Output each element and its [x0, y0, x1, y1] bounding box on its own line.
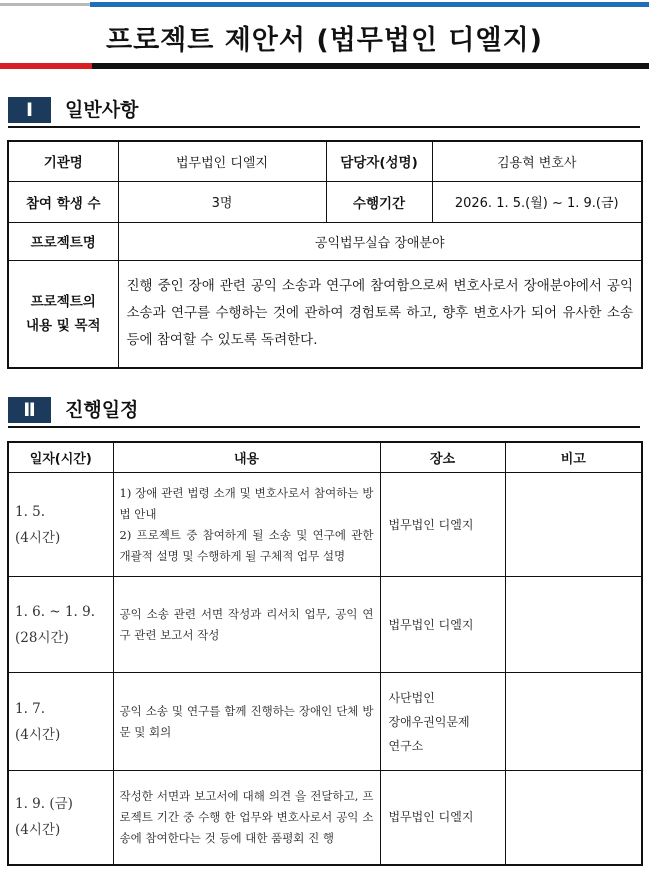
row-note	[505, 473, 642, 577]
period-value: 2026. 1. 5.(월) ~ 1. 9.(금)	[432, 181, 642, 222]
purpose-label-line2: 내용 및 목적	[25, 317, 101, 334]
row-hours: (28시간)	[15, 629, 69, 646]
row-date-cell	[8, 771, 113, 865]
title-underline-red	[0, 63, 92, 69]
row-content: 1) 장애 관련 법령 소개 및 변호사로서 참여하는 방법 안내 2) 프로젝트 중 참여하게 될 소송 및 연구에 관한 개괄적 설명 및 수행하게 될 구체적 업무 설명	[113, 473, 380, 577]
purpose-value: 진행 중인 장애 관련 공익 소송과 연구에 참여함으로써 변호사로서 장애분야에서 공익 소송과 연구를 수행하는 것에 관하여 경험토록 하고, 향후 변호사가 되어 유사한 소송 등에 참여할 수 있도록 독려한다.	[118, 260, 642, 368]
row-content: 작성한 서면과 보고서에 대해 의견 을 전달하고, 프로젝트 기간 중 수행 한 업무와 변호사로서 공익 소송에 참여한다는 것 등에 대한 품평회 진 행	[113, 771, 380, 865]
header-date: 일자(시간)	[8, 442, 113, 473]
row-date: 1. 7.	[15, 700, 46, 717]
contact-label: 담당자(성명)	[326, 141, 432, 181]
schedule-row	[8, 473, 642, 577]
section-number: Ⅰ	[8, 97, 51, 123]
period-label: 수행기간	[326, 181, 432, 222]
row-place: 법무법인 디엘지	[380, 577, 505, 673]
row-date-cell	[8, 473, 113, 577]
info-row-students	[8, 181, 642, 222]
students-value: 3명	[118, 181, 326, 222]
students-label: 참여 학생 수	[8, 181, 118, 222]
row-place: 법무법인 디엘지	[380, 771, 505, 865]
org-label: 기관명	[8, 141, 118, 181]
top-accent-blue	[90, 2, 649, 7]
schedule-row	[8, 771, 642, 865]
document-title: 프로젝트 제안서 (법무법인 디엘지)	[105, 25, 544, 56]
row-hours: (4시간)	[15, 822, 61, 839]
row-content: 공익 소송 관련 서면 작성과 리서치 업무, 공익 연구 관련 보고서 작성	[113, 577, 380, 673]
row-note	[505, 771, 642, 865]
section-title: 진행일정	[65, 399, 139, 421]
row-note	[505, 577, 642, 673]
info-row-org	[8, 141, 642, 181]
schedule-row	[8, 673, 642, 771]
info-row-project	[8, 222, 642, 260]
top-accent-bar	[0, 0, 649, 9]
top-accent-grey	[0, 3, 90, 6]
project-label: 프로젝트명	[8, 222, 118, 260]
schedule-header-row	[8, 442, 642, 473]
purpose-label-line1: 프로젝트의	[30, 293, 96, 310]
header-place: 장소	[380, 442, 505, 473]
row-date: 1. 6. ~ 1. 9.	[15, 603, 95, 620]
schedule-table	[7, 441, 643, 866]
row-note	[505, 673, 642, 771]
row-date-cell	[8, 673, 113, 771]
header-note: 비고	[505, 442, 642, 473]
section-title: 일반사항	[65, 99, 139, 121]
header-content: 내용	[113, 442, 380, 473]
contact-value: 김용혁 변호사	[432, 141, 642, 181]
section-schedule-header	[8, 394, 640, 428]
section-number: Ⅱ	[8, 397, 51, 423]
title-underline	[0, 63, 649, 69]
row-place: 법무법인 디엘지	[380, 473, 505, 577]
row-date: 1. 5.	[15, 503, 46, 520]
row-hours: (4시간)	[15, 529, 61, 546]
info-row-purpose	[8, 260, 642, 368]
row-hours: (4시간)	[15, 726, 61, 743]
row-date: 1. 9. (금)	[15, 796, 73, 813]
schedule-row	[8, 577, 642, 673]
row-place: 사단법인 장애우권익문제 연구소	[380, 673, 505, 771]
section-general-header	[8, 94, 640, 128]
row-date-cell	[8, 577, 113, 673]
org-value: 법무법인 디엘지	[118, 141, 326, 181]
purpose-label	[8, 260, 118, 368]
title-underline-black	[92, 63, 649, 69]
general-info-table	[7, 140, 643, 369]
row-content: 공익 소송 및 연구를 함께 진행하는 장애인 단체 방문 및 회의	[113, 673, 380, 771]
project-value: 공익법무실습 장애분야	[118, 222, 642, 260]
